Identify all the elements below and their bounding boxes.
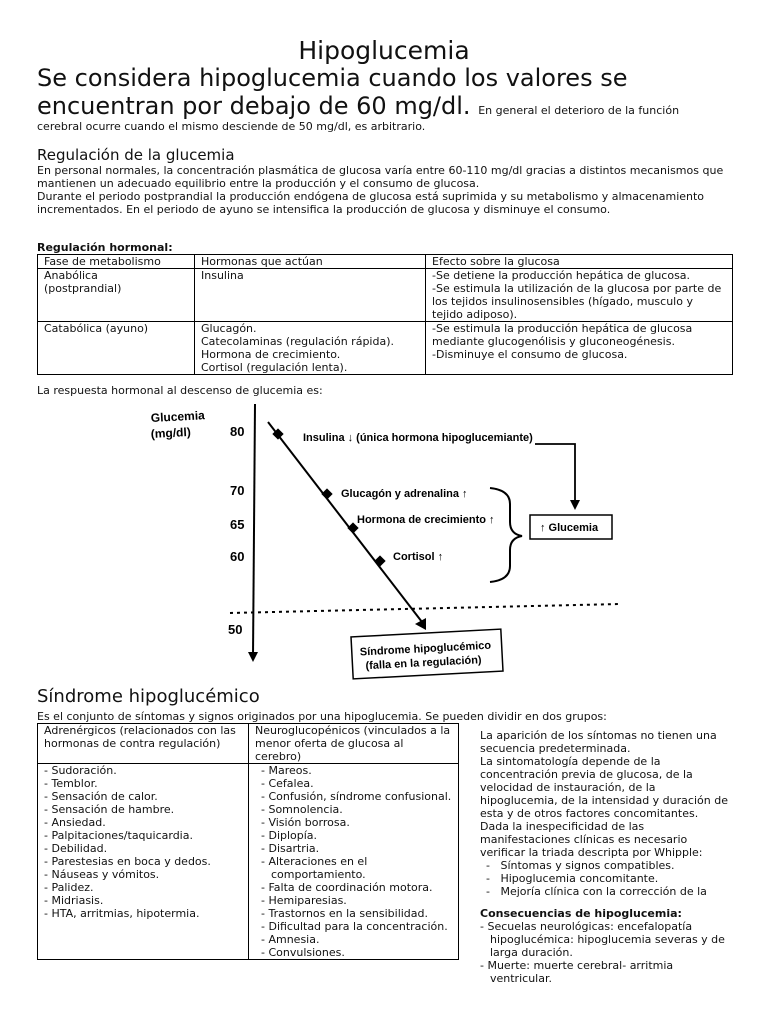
consecuencias-heading: Consecuencias de hipoglucemia: xyxy=(480,907,682,920)
adrenergicos-cell xyxy=(38,764,249,960)
regulacion-heading: Regulación de la glucemia xyxy=(37,146,235,164)
list-item: - Temblor. xyxy=(44,777,242,790)
table-header-cell: Hormonas que actúan xyxy=(195,255,426,269)
label-cortisol: Cortisol ↑ xyxy=(393,551,444,563)
label-sindrome-1: Síndrome hipoglucémico xyxy=(359,639,492,659)
list-item: - Sensación de hambre. xyxy=(44,803,242,816)
list-item: - Debilidad. xyxy=(44,842,242,855)
list-item: - Ansiedad. xyxy=(44,816,242,829)
sindrome-intro: Es el conjunto de síntomas y signos originados por una hipoglucemia. Se pueden dividir en dos grupos: xyxy=(37,710,607,723)
list-item: - Disartria. xyxy=(261,842,452,855)
regulacion-paragraphs xyxy=(37,164,737,216)
tick-50: 50 xyxy=(228,622,243,637)
threshold-dashed-line xyxy=(230,604,620,613)
table-cell xyxy=(195,269,426,322)
list-item: - Convulsiones. xyxy=(261,946,452,959)
cell-line: (postprandial) xyxy=(44,282,122,295)
connector-line xyxy=(535,444,575,502)
list-item: - Secuelas neurológicas: encefalopatía hipoglucémica: hipoglucemia severas y de larga duración. xyxy=(480,920,730,959)
table-header-cell: Efecto sobre la glucosa xyxy=(426,255,733,269)
table-cell xyxy=(38,322,195,375)
table-header-row xyxy=(38,255,733,269)
intro-large-text: Se considera hipoglucemia cuando los valores se encuentran por debajo de 60 mg/dl. xyxy=(37,64,628,120)
respuesta-caption: La respuesta hormonal al descenso de glucemia es: xyxy=(37,384,323,397)
list-item: - Parestesias en boca y dedos. xyxy=(44,855,242,868)
intro-small-text: En general el deterioro de la función xyxy=(478,104,680,117)
table-header-cell: Fase de metabolismo xyxy=(38,255,195,269)
y-axis xyxy=(253,404,255,656)
hormonal-heading: Regulación hormonal: xyxy=(37,241,173,254)
page-title: Hipoglucemia xyxy=(298,36,470,65)
list-item: - Alteraciones en el comportamiento. xyxy=(261,855,452,881)
cell-line: Catabólica (ayuno) xyxy=(44,322,149,335)
hormonal-table xyxy=(37,254,733,375)
intro-definition xyxy=(37,64,737,134)
consecuencias-list xyxy=(480,920,730,985)
table-row xyxy=(38,764,459,960)
table-cell xyxy=(426,322,733,375)
cell-line: Insulina xyxy=(201,269,244,282)
list-item: - Diplopía. xyxy=(261,829,452,842)
label-insulina: Insulina ↓ (única hormona hipoglucemiante) xyxy=(303,432,533,444)
tick-65: 65 xyxy=(230,517,245,532)
list-item: - Mareos. xyxy=(261,764,452,777)
regulacion-p1: En personal normales, la concentración plasmática de glucosa varía entre 60-110 mg/dl gracias a distintos mecanismos que mantienen un adecuado equilibrio entre la producción y el consumo de glucosa. xyxy=(37,164,724,190)
ylabel-unit: (mg/dl) xyxy=(150,424,192,441)
right-p2: La sintomatología depende de la concentración previa de glucosa, de la velocidad de instauración, de la hipoglucemia, de la intensidad y duración de esta y de otros factores concomitantes. xyxy=(480,755,728,820)
cell-line: Hormona de crecimiento. xyxy=(201,348,341,361)
label-glucagon: Glucagón y adrenalina ↑ xyxy=(341,488,468,500)
list-item: - Palidez. xyxy=(44,881,242,894)
list-item: - Mejoría clínica con la corrección de la xyxy=(486,885,730,898)
connector-arrow xyxy=(570,500,580,510)
intro-small-line: cerebral ocurre cuando el mismo desciende de 50 mg/dl, es arbitrario. xyxy=(37,120,426,133)
list-item: - Cefalea. xyxy=(261,777,452,790)
table-header-row xyxy=(38,724,459,764)
list-item: - Sensación de calor. xyxy=(44,790,242,803)
whipple-list xyxy=(480,859,730,898)
list-item: - Somnolencia. xyxy=(261,803,452,816)
list-item: - HTA, arritmias, hipotermia. xyxy=(44,907,242,920)
cell-line: -Se estimula la producción hepática de glucosa mediante glucogenólisis y gluconeogénesis. xyxy=(432,322,693,348)
cell-line: -Se estimula la utilización de la glucosa por parte de los tejidos insulinosensibles (hígado, musculo y tejido adiposo). xyxy=(432,282,722,321)
neuro-cell xyxy=(249,764,459,960)
cell-line: Glucagón. xyxy=(201,322,257,335)
list-item: - Náuseas y vómitos. xyxy=(44,868,242,881)
list-item: - Sudoración. xyxy=(44,764,242,777)
glucemia-diagram xyxy=(0,398,768,680)
label-glucemia-box: ↑ Glucemia xyxy=(540,522,599,534)
cell-line: Catecolaminas (regulación rápida). xyxy=(201,335,394,348)
sindrome-heading: Síndrome hipoglucémico xyxy=(37,686,260,707)
list-item: - Muerte: muerte cerebral- arritmia ventricular. xyxy=(480,959,730,985)
y-axis-arrow xyxy=(248,652,258,662)
marker-cortisol xyxy=(374,555,385,566)
marker-glucagon xyxy=(321,488,332,499)
brace xyxy=(490,488,522,582)
list-item: - Dificultad para la concentración. xyxy=(261,920,452,933)
list-item: - Falta de coordinación motora. xyxy=(261,881,452,894)
label-sindrome-2: (falla en la regulación) xyxy=(365,654,482,673)
cell-line: Cortisol (regulación lenta). xyxy=(201,361,348,374)
list-item: - Visión borrosa. xyxy=(261,816,452,829)
tick-70: 70 xyxy=(230,483,245,498)
table-cell xyxy=(38,269,195,322)
regulacion-p2: Durante el periodo postprandial la producción endógena de glucosa está suprimida y su metabolismo y almacenamiento incrementados. En el periodo de ayuno se intensifica la producción de glucosa y disminuye el consumo. xyxy=(37,190,705,216)
list-item: - Hemiparesias. xyxy=(261,894,452,907)
ylabel-glucemia: Glucemia xyxy=(150,408,206,425)
cell-line: Anabólica xyxy=(44,269,98,282)
tick-80: 80 xyxy=(230,424,245,439)
table-cell xyxy=(195,322,426,375)
table-row xyxy=(38,269,733,322)
list-item: - Confusión, síndrome confusional. xyxy=(261,790,452,803)
list-item: - Hipoglucemia concomitante. xyxy=(486,872,730,885)
label-hormona: Hormona de crecimiento ↑ xyxy=(357,514,495,526)
table-row xyxy=(38,322,733,375)
sintomas-table xyxy=(37,723,459,960)
list-item: - Amnesia. xyxy=(261,933,452,946)
list-item: - Midriasis. xyxy=(44,894,242,907)
cell-line: -Disminuye el consumo de glucosa. xyxy=(432,348,628,361)
tick-60: 60 xyxy=(230,549,245,564)
right-column xyxy=(480,729,730,985)
cell-line: -Se detiene la producción hepática de glucosa. xyxy=(432,269,691,282)
right-p3: Dada la inespecificidad de las manifestaciones clínicas es necesario verificar la triada descripta por Whipple: xyxy=(480,820,703,859)
neuro-header: Neuroglucopénicos (vinculados a la menor oferta de glucosa al cerebro) xyxy=(249,724,459,764)
adrenergicos-header: Adrenérgicos (relacionados con las hormonas de contra regulación) xyxy=(38,724,249,764)
right-p1: La aparición de los síntomas no tienen una secuencia predeterminada. xyxy=(480,729,717,755)
table-cell xyxy=(426,269,733,322)
list-item: - Palpitaciones/taquicardia. xyxy=(44,829,242,842)
list-item: - Trastornos en la sensibilidad. xyxy=(261,907,452,920)
list-item: - Síntomas y signos compatibles. xyxy=(486,859,730,872)
